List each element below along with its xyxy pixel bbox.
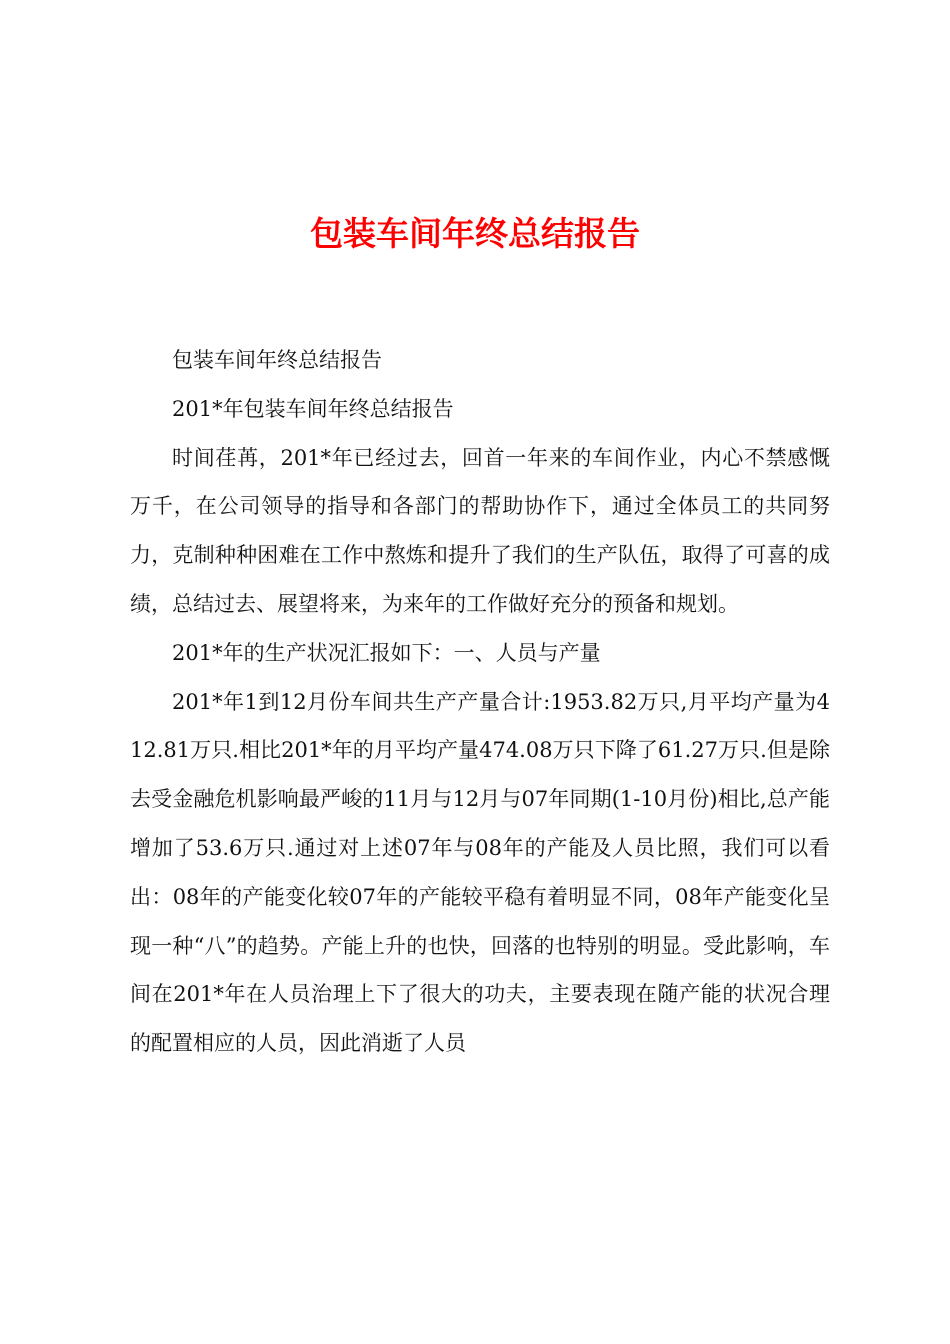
paragraph-report-heading: 201*年包装车间年终总结报告 [172,396,454,421]
paragraph-section-heading: 201*年的生产状况汇报如下：一、人员与产量 [172,640,601,665]
document-body [130,336,830,1068]
document-title: 包装车间年终总结报告 [310,214,640,253]
paragraph-production-details: 201*年1到12月份车间共生产产量合计:1953.82万只,月平均产量为412.81万只.相比201*年的月平均产量474.08万只下降了61.27万只.但是除去受金融危机影响最严峻的11月与12月与07年同期(1-10月份)相比,总产能增加了53.6万只.通过对上述07年与08年的产能及人员比照，我们可以看出：08年的产能变化较07年的产能较平稳有着明显不同，08年产能变化呈现一种“八”的趋势。产能上升的也快，回落的也特别的明显。受此影响，车间在201*年在人员治理上下了很大的功夫，主要表现在随产能的状况合理的配置相应的人员，因此消逝了人员 [130,689,830,1056]
paragraph-subtitle: 包装车间年终总结报告 [172,348,382,372]
paragraph-introduction: 时间荏苒，201*年已经过去，回首一年来的车间作业，内心不禁感慨万千，在公司领导的指导和各部门的帮助协作下，通过全体员工的共同努力，克制种种困难在工作中熬炼和提升了我们的生产队伍，取得了可喜的成绩，总结过去、展望将来，为来年的工作做好充分的预备和规划。 [130,445,830,616]
